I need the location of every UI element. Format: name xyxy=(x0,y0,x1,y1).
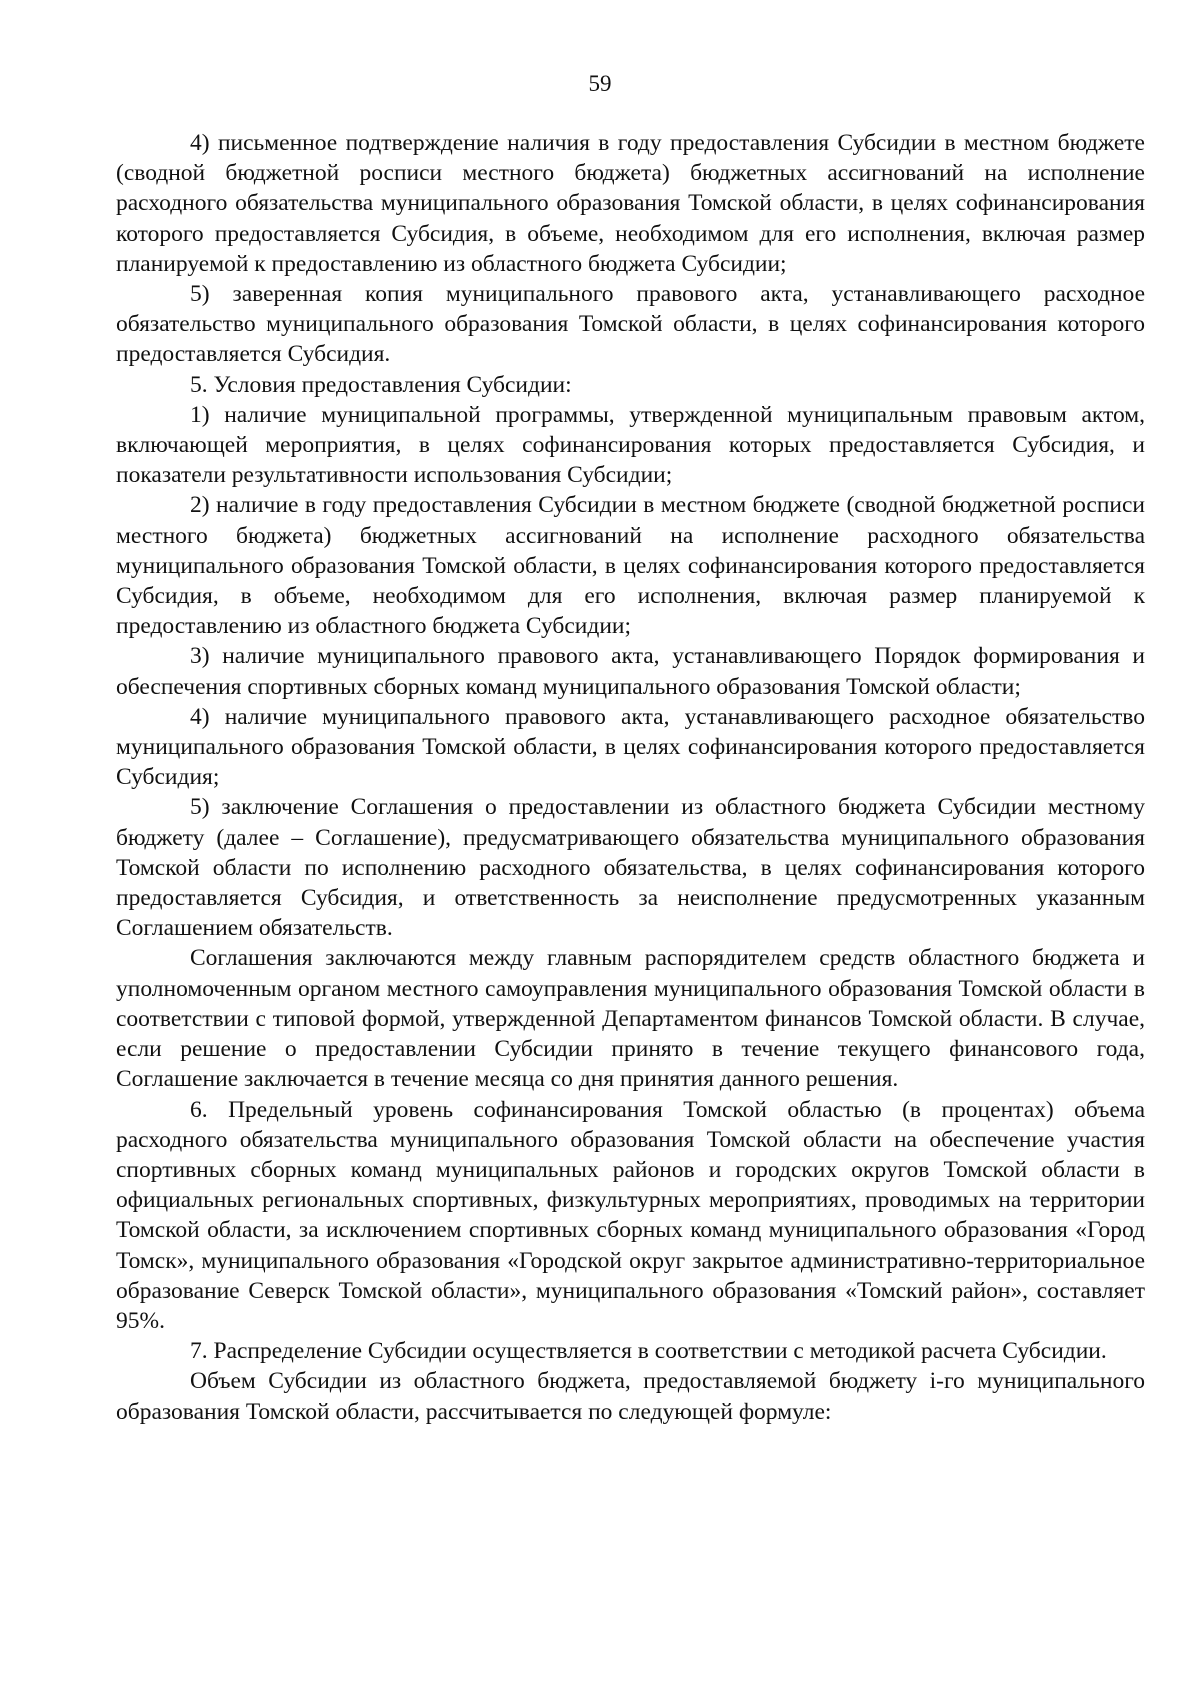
paragraph-subsidy-volume-formula: Объем Субсидии из областного бюджета, предоставляемой бюджету i-го муниципального образования Томской области, рассчитывается по следующей формуле: xyxy=(116,1368,1145,1425)
page-number: 59 xyxy=(588,71,612,96)
paragraph-section-5-conditions: 5. Условия предоставления Субсидии: xyxy=(190,371,572,398)
paragraph-condition-5-agreement: 5) заключение Соглашения о предоставлении из областного бюджета Субсидии местному бюджету (далее – Соглашение), предусматривающего обязательства муниципального образования Томской области по исполнению расходного обязательства, в целях софинансирования которого предоставляется Субсидия, и ответственность за неисполнение предусмотренных указанным Соглашением обязательств. xyxy=(116,794,1145,942)
paragraph-item-4-written-confirmation: 4) письменное подтверждение наличия в году предоставления Субсидии в местном бюджете (сводной бюджетной росписи местного бюджета) бюджетных ассигнований на исполнение расходного обязательства муниципального образования Томской области, в целях софинансирования которого предоставляется Субсидия, в объеме, необходимом для его исполнения, включая размер планируемой к предоставлению из областного бюджета Субсидии; xyxy=(116,130,1145,277)
paragraph-condition-3-legal-act: 3) наличие муниципального правового акта, устанавливающего Порядок формирования и обеспечения спортивных сборных команд муниципального образования Томской области; xyxy=(116,643,1145,700)
paragraph-item-5-certified-copy: 5) заверенная копия муниципального правового акта, устанавливающего расходное обязательство муниципального образования Томской области, в целях софинансирования которого предоставляется Субсидия. xyxy=(116,281,1145,368)
paragraph-agreements: Соглашения заключаются между главным распорядителем средств областного бюджета и уполномоченным органом местного самоуправления муниципального образования Томской области в соответствии с типовой формой, утвержденной Департаментом финансов Томской области. В случае, если решение о предоставлении Субсидии принято в течение текущего финансового года, Соглашение заключается в течение месяца со дня принятия данного решения. xyxy=(116,945,1145,1093)
paragraph-condition-2-budget: 2) наличие в году предоставления Субсидии в местном бюджете (сводной бюджетной росписи местного бюджета) бюджетных ассигнований на исполнение расходного обязательства муниципального образования Томской области, в целях софинансирования которого предоставляется Субсидия, в объеме, необходимом для его исполнения, включая размер планируемой к предоставлению из областного бюджета Субсидии; xyxy=(116,492,1145,640)
paragraph-condition-1-program: 1) наличие муниципальной программы, утвержденной муниципальным правовым актом, включающей мероприятия, в целях софинансирования которых предоставляется Субсидия, и показатели результативности использования Субсидии; xyxy=(116,401,1145,489)
paragraph-section-6-cofinancing-level: 6. Предельный уровень софинансирования Томской областью (в процентах) объема расходного обязательства муниципального образования Томской области на обеспечение участия спортивных сборных команд муниципальных районов и городских округов Томской области в официальных региональных спортивных, физкультурных мероприятиях, проводимых на территории Томской области, за исключением спортивных сборных команд муниципального образования «Город Томск», муниципального образования «Городской округ закрытое административно-территориальное образование Северск Томской области», муниципального образования «Томский район», составляет 95%. xyxy=(116,1096,1145,1334)
document-body xyxy=(116,128,1145,1427)
paragraph-condition-4-legal-act: 4) наличие муниципального правового акта, устанавливающего расходное обязательство муниципального образования Томской области, в целях софинансирования которого предоставляется Субсидия; xyxy=(116,703,1145,791)
paragraph-section-7-distribution: 7. Распределение Субсидии осуществляется в соответствии с методикой расчета Субсидии. xyxy=(190,1338,1107,1365)
